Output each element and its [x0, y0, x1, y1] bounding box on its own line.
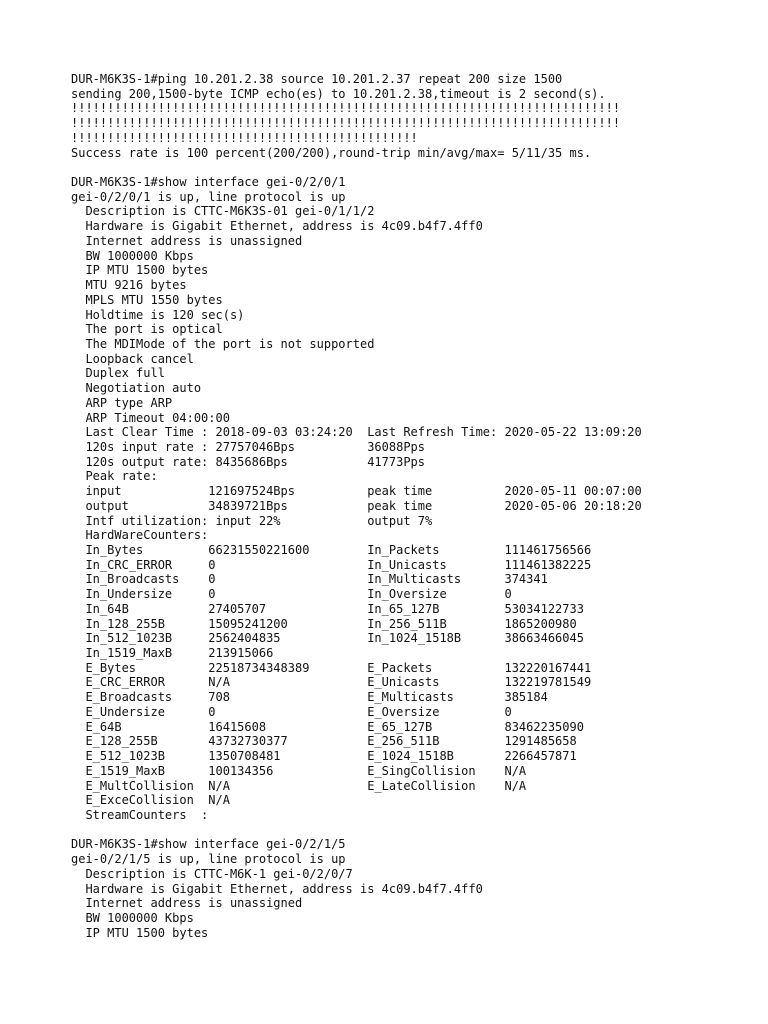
- terminal-line: Description is CTTC-M6K-1 gei-0/2/0/7: [71, 866, 353, 881]
- terminal-line: StreamCounters :: [71, 807, 209, 822]
- terminal-line: E_Broadcasts 708 E_Multicasts 385184: [71, 690, 548, 705]
- terminal-line: E_128_255B 43732730377 E_256_511B 1291485658: [71, 734, 577, 749]
- terminal-line: IP MTU 1500 bytes: [71, 263, 209, 278]
- terminal-line: !!!!!!!!!!!!!!!!!!!!!!!!!!!!!!!!!!!!!!!!!!!!!!!!!!!!!!!!!!!!!!!!!!!!!!!!!!!!: [71, 101, 621, 116]
- terminal-line: Description is CTTC-M6K3S-01 gei-0/1/1/2: [71, 204, 375, 219]
- terminal-line: Internet address is unassigned: [71, 896, 303, 911]
- terminal-line: E_1519_MaxB 100134356 E_SingCollision N/A: [71, 763, 527, 778]
- terminal-output: [71, 72, 642, 940]
- terminal-line: Duplex full: [71, 366, 165, 381]
- terminal-line: In_512_1023B 2562404835 In_1024_1518B 38663466045: [71, 631, 584, 646]
- terminal-line: DUR-M6K3S-1#ping 10.201.2.38 source 10.201.2.37 repeat 200 size 1500: [71, 72, 563, 86]
- terminal-line: E_512_1023B 1350708481 E_1024_1518B 2266457871: [71, 749, 577, 764]
- terminal-line: gei-0/2/0/1 is up, line protocol is up: [71, 189, 346, 204]
- terminal-line: DUR-M6K3S-1#show interface gei-0/2/1/5: [71, 837, 346, 852]
- terminal-line: output 34839721Bps peak time 2020-05-06 20:18:20: [71, 498, 642, 513]
- terminal-line: Hardware is Gigabit Ethernet, address is 4c09.b4f7.4ff0: [71, 219, 483, 234]
- terminal-line: Last Clear Time : 2018-09-03 03:24:20 Last Refresh Time: 2020-05-22 13:09:20: [71, 425, 642, 440]
- terminal-line: In_1519_MaxB 213915066: [71, 646, 274, 661]
- terminal-line: IP MTU 1500 bytes: [71, 925, 209, 940]
- terminal-line: E_Bytes 22518734348389 E_Packets 132220167441: [71, 660, 592, 675]
- terminal-line: The MDIMode of the port is not supported: [71, 336, 375, 351]
- terminal-line: Holdtime is 120 sec(s): [71, 307, 245, 322]
- terminal-line: In_Bytes 66231550221600 In_Packets 111461756566: [71, 543, 592, 557]
- terminal-line: 120s input rate : 27757046Bps 36088Pps: [71, 439, 426, 454]
- terminal-line: E_64B 16415608 E_65_127B 83462235090: [71, 719, 584, 734]
- terminal-line: MTU 9216 bytes: [71, 278, 187, 293]
- terminal-line: Internet address is unassigned: [71, 233, 303, 248]
- terminal-line: !!!!!!!!!!!!!!!!!!!!!!!!!!!!!!!!!!!!!!!!!!!!!!!!!!!!!!!!!!!!!!!!!!!!!!!!!!!!: [71, 116, 621, 131]
- terminal-line: Loopback cancel: [71, 351, 194, 366]
- terminal-line: 120s output rate: 8435686Bps 41773Pps: [71, 454, 426, 469]
- terminal-line: In_Broadcasts 0 In_Multicasts 374341: [71, 572, 548, 587]
- terminal-line: ARP Timeout 04:00:00: [71, 410, 230, 425]
- terminal-line: E_CRC_ERROR N/A E_Unicasts 132219781549: [71, 675, 592, 690]
- terminal-line: Hardware is Gigabit Ethernet, address is 4c09.b4f7.4ff0: [71, 881, 483, 896]
- terminal-line: BW 1000000 Kbps: [71, 910, 194, 925]
- terminal-line: In_64B 27405707 In_65_127B 53034122733: [71, 601, 584, 616]
- terminal-line: [71, 160, 642, 175]
- terminal-line: E_ExceCollision N/A: [71, 793, 230, 808]
- terminal-line: DUR-M6K3S-1#show interface gei-0/2/0/1: [71, 175, 346, 190]
- terminal-line: ARP type ARP: [71, 395, 173, 410]
- terminal-line: In_CRC_ERROR 0 In_Unicasts 111461382225: [71, 557, 592, 572]
- terminal-line: Success rate is 100 percent(200/200),round-trip min/avg/max= 5/11/35 ms.: [71, 145, 592, 160]
- terminal-line: E_Undersize 0 E_Oversize 0: [71, 704, 512, 719]
- terminal-line: gei-0/2/1/5 is up, line protocol is up: [71, 852, 346, 867]
- terminal-line: Intf utilization: input 22% output 7%: [71, 513, 433, 528]
- terminal-line: Negotiation auto: [71, 381, 202, 396]
- terminal-line: MPLS MTU 1550 bytes: [71, 292, 223, 307]
- terminal-line: E_MultCollision N/A E_LateCollision N/A: [71, 778, 527, 793]
- terminal-line: HardWareCounters:: [71, 528, 209, 543]
- terminal-line: !!!!!!!!!!!!!!!!!!!!!!!!!!!!!!!!!!!!!!!!!!!!!!!!: [71, 130, 418, 145]
- terminal-line: BW 1000000 Kbps: [71, 248, 194, 263]
- terminal-line: [71, 823, 642, 838]
- terminal-line: The port is optical: [71, 322, 223, 337]
- terminal-line: In_Undersize 0 In_Oversize 0: [71, 587, 512, 602]
- terminal-line: Peak rate:: [71, 469, 158, 484]
- terminal-line: input 121697524Bps peak time 2020-05-11 00:07:00: [71, 484, 642, 499]
- terminal-line: In_128_255B 15095241200 In_256_511B 1865200980: [71, 616, 577, 631]
- terminal-line: sending 200,1500-byte ICMP echo(es) to 10.201.2.38,timeout is 2 second(s).: [71, 86, 606, 101]
